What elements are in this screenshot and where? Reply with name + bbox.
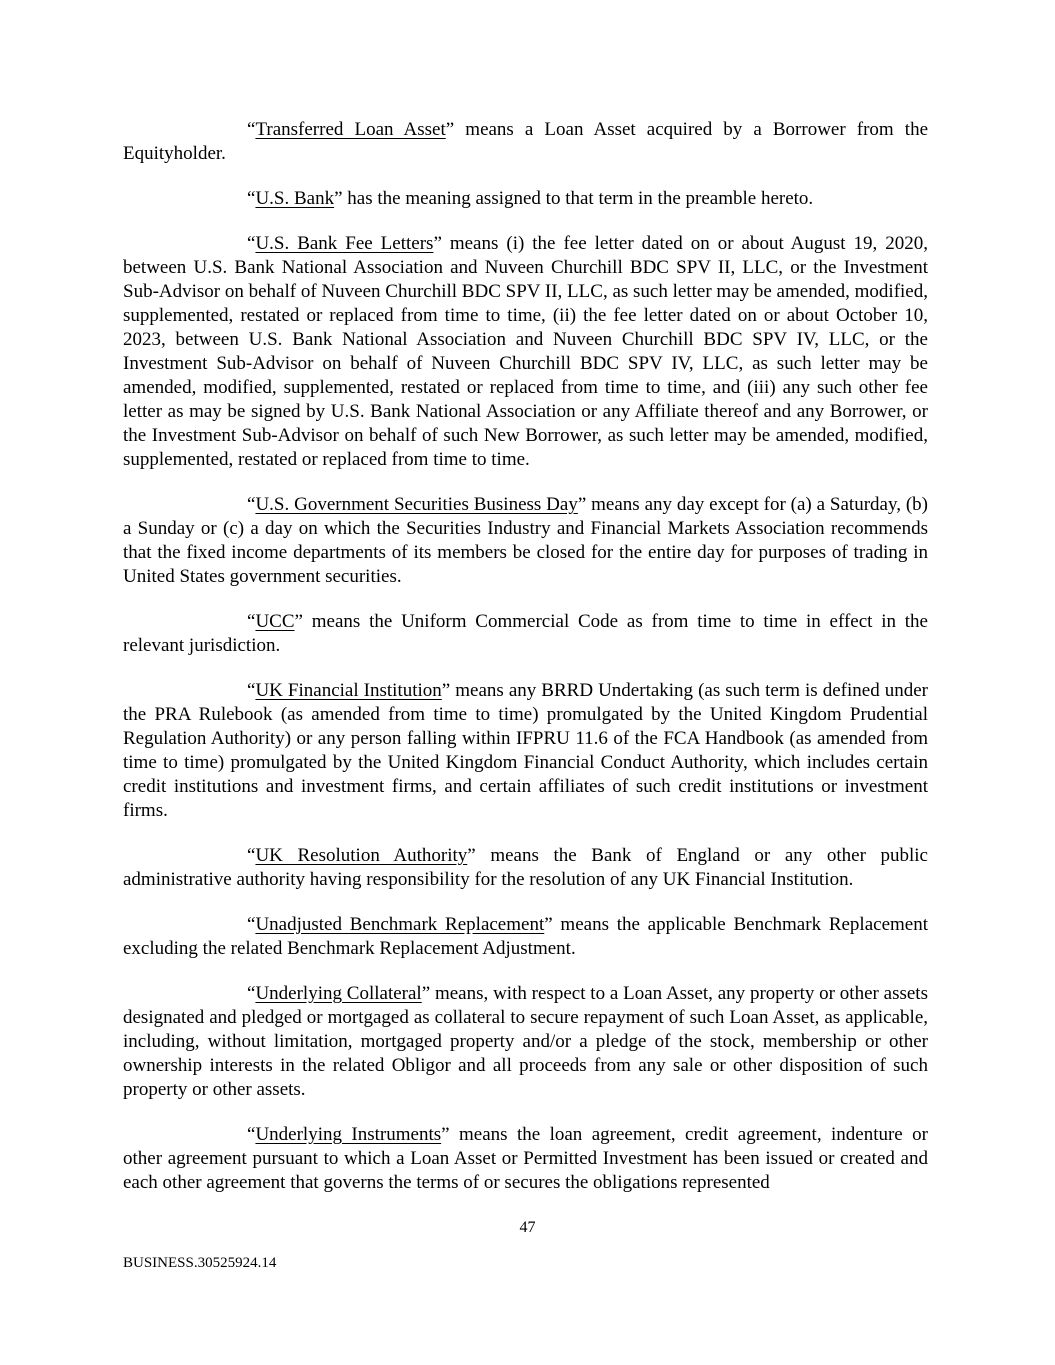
defined-term: Unadjusted Benchmark Replacement [255, 914, 545, 935]
definition-text: means any day except for (a) a Saturday, (b) a Sunday or (c) a day on which the Securities Industry and Financial Markets Association recommends that the fixed income departments of its members be closed for the entire day for purposes of trading in United States government securities. [123, 494, 929, 587]
defined-term: UK Resolution Authority [255, 845, 468, 866]
document-id-footer: BUSINESS.30525924.14 [123, 1255, 277, 1271]
open-quote: “ [247, 611, 256, 632]
definition-paragraph [123, 493, 928, 589]
definition-paragraph [123, 1123, 928, 1195]
definition-text: means (i) the fee letter dated on or about August 19, 2020, between U.S. Bank National Association and Nuveen Churchill BDC SPV II, LLC, or the Investment Sub-Advisor on behalf of Nuveen Churchill BDC SPV II, LLC, as such letter may be amended, modified, supplemented, restated or replaced from time to time, (ii) the fee letter dated on or about October 10, 2023, between U.S. Bank National Association and Nuveen Churchill BDC SPV IV, LLC, or the Investment Sub-Advisor on behalf of Nuveen Churchill BDC SPV IV, LLC, as such letter may be amended, modified, supplemented, restated or replaced from time to time, and (iii) any such other fee letter as may be signed by U.S. Bank National Association or any Affiliate thereof and any Borrower, or the Investment Sub-Advisor on behalf of such New Borrower, as such letter may be amended, modified, supplemented, restated or replaced from time to time. [123, 233, 928, 470]
defined-term: Transferred Loan Asset [255, 119, 446, 140]
definition-text: means the Uniform Commercial Code as from time to time in effect in the relevant jurisdiction. [123, 611, 928, 656]
definition-paragraph [123, 844, 928, 892]
definition-text: has the meaning assigned to that term in the preamble hereto. [342, 188, 814, 209]
open-quote: “ [247, 983, 256, 1004]
definition-paragraph [123, 679, 928, 823]
definition-text: means the applicable Benchmark Replacement excluding the related Benchmark Replacement Adjustment. [123, 914, 928, 959]
close-quote: ” [294, 611, 303, 632]
close-quote: ” [467, 845, 476, 866]
open-quote: “ [247, 119, 256, 140]
definition-text: means any BRRD Undertaking (as such term is defined under the PRA Rulebook (as amended from time to time) promulgated by the United Kingdom Prudential Regulation Authority) or any person falling within IFPRU 11.6 of the FCA Handbook (as amended from time to time) promulgated by the United Kingdom Financial Conduct Authority, which includes certain credit institutions and investment firms, and certain affiliates of such credit institutions or investment firms. [123, 680, 928, 821]
definition-paragraph [123, 232, 928, 472]
definition-text: means the Bank of England or any other public administrative authority having responsibility for the resolution of any UK Financial Institution. [123, 845, 928, 890]
close-quote: ” [433, 233, 442, 254]
definition-paragraph [123, 610, 928, 658]
defined-term: Underlying Instruments [255, 1124, 442, 1145]
page-number: 47 [519, 1219, 536, 1236]
close-quote: ” [334, 188, 343, 209]
definition-text: means, with respect to a Loan Asset, any property or other assets designated and pledged or mortgaged as collateral to secure repayment of such Loan Asset, as applicable, including, without limitation, mortgaged property and/or a pledge of the stock, membership or other ownership interests in the related Obligor and all proceeds from any sale or other disposition of such property or other assets. [123, 983, 928, 1100]
close-quote: ” [441, 1124, 450, 1145]
open-quote: “ [247, 494, 256, 515]
close-quote: ” [445, 119, 455, 140]
definition-paragraph [123, 982, 928, 1102]
definition-paragraph [123, 187, 928, 211]
close-quote: ” [441, 680, 451, 701]
definitions-section [123, 118, 928, 1216]
open-quote: “ [247, 1124, 256, 1145]
defined-term: Underlying Collateral [255, 983, 422, 1004]
open-quote: “ [247, 188, 256, 209]
definition-text: means the loan agreement, credit agreement, indenture or other agreement pursuant to which a Loan Asset or Permitted Investment has been issued or created and each other agreement that governs the terms of or secures the obligations represented [123, 1124, 928, 1193]
defined-term: UK Financial Institution [255, 680, 442, 701]
defined-term: U.S. Government Securities Business Day [255, 494, 578, 515]
close-quote: ” [544, 914, 553, 935]
defined-term: U.S. Bank [255, 188, 335, 209]
open-quote: “ [247, 914, 256, 935]
close-quote: ” [577, 494, 587, 515]
definition-text: means a Loan Asset acquired by a Borrower from the Equityholder. [123, 119, 928, 164]
defined-term: UCC [255, 611, 295, 632]
open-quote: “ [247, 233, 256, 254]
definition-paragraph [123, 913, 928, 961]
open-quote: “ [247, 845, 256, 866]
open-quote: “ [247, 680, 256, 701]
definition-paragraph [123, 118, 928, 166]
defined-term: U.S. Bank Fee Letters [255, 233, 434, 254]
close-quote: ” [421, 983, 431, 1004]
